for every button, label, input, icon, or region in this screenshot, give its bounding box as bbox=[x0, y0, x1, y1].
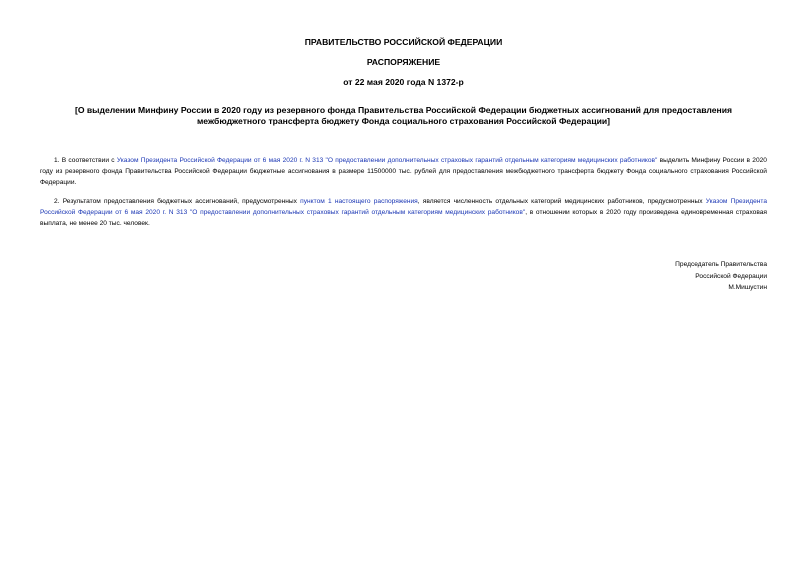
paragraph-1 bbox=[40, 155, 767, 189]
document-title-line-2: межбюджетного трансферта бюджету Фонда социального страхования Российской Федерации] bbox=[196, 116, 611, 126]
decree-313-link[interactable]: Указом Президента Российской Федерации от 6 мая 2020 г. N 313 "О предоставлении дополнительных страховых гарантий отдельным категориям медицинских работников" bbox=[116, 157, 658, 164]
paragraph-2 bbox=[40, 196, 767, 230]
paragraph-2-mid: , является численность отдельных категорий медицинских работников, предусмотренных bbox=[417, 198, 706, 205]
decree-313-link-2[interactable]: Указом Президента Российской Федерации от 6 мая 2020 г. N 313 "О предоставлении дополнительных страховых гарантий отдельным категориям медицинских работников" bbox=[40, 198, 767, 217]
government-heading: ПРАВИТЕЛЬСТВО РОССИЙСКОЙ ФЕДЕРАЦИИ bbox=[304, 37, 503, 47]
document-type-heading: РАСПОРЯЖЕНИЕ bbox=[366, 57, 441, 67]
signature-organization: Российской Федерации bbox=[695, 272, 767, 280]
paragraph-1-lead: 1. В соответствии с bbox=[54, 157, 117, 164]
document-title bbox=[40, 105, 767, 127]
point-1-link[interactable]: пунктом 1 настоящего распоряжения bbox=[300, 198, 418, 205]
paragraph-1-rest: выделить Минфину России в 2020 году из резервного фонда Правительства Российской Федерации бюджетные ассигнования в размере 11500000 тыс. рублей для предоставления межбюджетного трансферта бюджету Фонда социального страхования Российской Федерации. bbox=[40, 157, 767, 187]
paragraph-2-lead: 2. Результатом предоставления бюджетных ассигнований, предусмотренных bbox=[54, 198, 301, 205]
signature-block bbox=[567, 259, 767, 294]
document-date-number: от 22 мая 2020 года N 1372-р bbox=[343, 77, 464, 87]
signature-position: Председатель Правительства bbox=[675, 261, 767, 268]
document-title-line-1: [О выделении Минфину России в 2020 году из резервного фонда Правительства Российской Федерации бюджетных ассигнований для предоставления bbox=[74, 105, 733, 115]
paragraph-2-rest: , в отношении которых в 2020 году произведена единовременная страховая выплата, не менее 20 тыс. человек. bbox=[40, 209, 768, 228]
signature-name: М.Мишустин bbox=[728, 284, 767, 291]
